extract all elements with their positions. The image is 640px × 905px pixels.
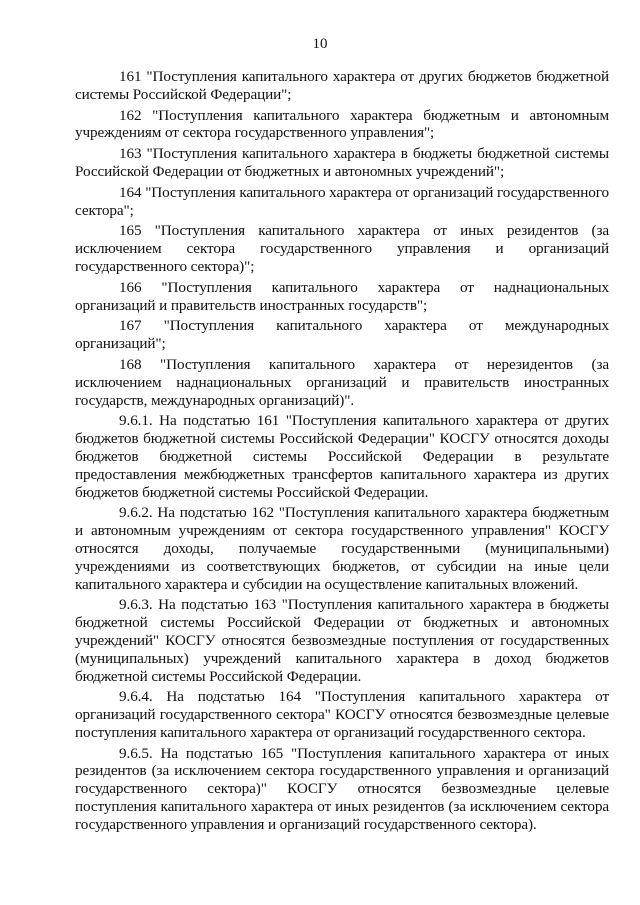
paragraph-166: 166 "Поступления капитального характера от наднациональных организаций и правительств иностранных государств"; <box>75 278 609 314</box>
paragraph-168: 168 "Поступления капитального характера от нерезидентов (за исключением наднациональных организаций и правительств иностранных государств, международных организаций)". <box>75 355 609 409</box>
paragraph-162: 162 "Поступления капитального характера бюджетным и автономным учреждениям от сектора государственного управления"; <box>75 106 609 142</box>
paragraph-167: 167 "Поступления капитального характера от международных организаций"; <box>75 317 609 353</box>
paragraph-161: 161 "Поступления капитального характера от других бюджетов бюджетной системы Российской Федерации"; <box>75 68 609 103</box>
paragraph-9-6-5: 9.6.5. На подстатью 165 "Поступления капитального характера от иных резидентов (за исключением сектора государственного управления и организаций государственного сектора)" КОСГУ относятся безвозмездные целевые поступления капитального характера от иных резидентов (за исключением сектора государственного управления и организаций государственного сектора). <box>75 744 609 833</box>
paragraph-9-6-4: 9.6.4. На подстатью 164 "Поступления капитального характера от организаций государственного сектора" КОСГУ относятся безвозмездные целевые поступления капитального характера от организаций государственного сектора. <box>75 688 609 741</box>
paragraph-9-6-1: 9.6.1. На подстатью 161 "Поступления капитального характера от других бюджетов бюджетной системы Российской Федерации" КОСГУ относятся доходы бюджетов бюджетной системы Российской Федерации в результате предоставления межбюджетных трансфертов капитального характера из других бюджетов бюджетной системы Российской Федерации. <box>75 412 609 501</box>
paragraph-9-6-3: 9.6.3. На подстатью 163 "Поступления капитального характера в бюджеты бюджетной системы Российской Федерации от бюджетных и автономных учреждений" КОСГУ относятся безвозмездные поступления от государственных (муниципальных) учреждений капитального характера в доход бюджетов бюджетной системы Российской Федерации. <box>75 596 609 685</box>
document-body <box>75 68 609 837</box>
paragraph-165: 165 "Поступления капитального характера от иных резидентов (за исключением сектора государственного управления и организаций государственного сектора)"; <box>75 222 609 275</box>
page-number: 10 <box>312 36 328 52</box>
paragraph-164: 164 "Поступления капитального характера от организаций государственного сектора"; <box>75 183 609 219</box>
paragraph-163: 163 "Поступления капитального характера в бюджеты бюджетной системы Российской Федерации от бюджетных и автономных учреждений"; <box>75 145 609 180</box>
paragraph-9-6-2: 9.6.2. На подстатью 162 "Поступления капитального характера бюджетным и автономным учреждениям от сектора государственного управления" КОСГУ относятся доходы, получаемые государственными (муниципальными) учреждениями из соответствующих бюджетов, от субсидии на иные цели капитального характера и субсидии на осуществление капитальных вложений. <box>75 504 609 593</box>
